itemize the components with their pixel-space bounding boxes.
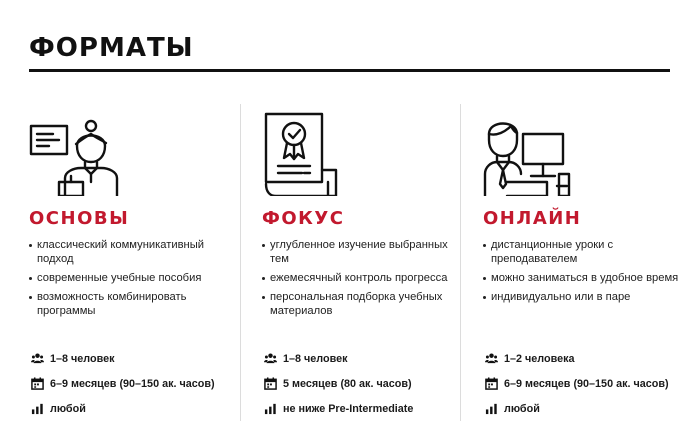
group-size: [264, 352, 348, 366]
level-bars-icon: [31, 402, 44, 415]
duration-text: 5 месяцев (80 ак. часов): [283, 378, 412, 390]
calendar-icon: [485, 377, 498, 390]
duration-text: 6–9 месяцев (90–150 ак. часов): [50, 378, 215, 390]
feature-list: [29, 238, 229, 323]
level-text: не ниже Pre-Intermediate: [283, 403, 414, 415]
duration: [31, 377, 215, 391]
duration-text: 6–9 месяцев (90–150 ак. часов): [504, 378, 669, 390]
feature-list: [262, 238, 462, 323]
level-text: любой: [504, 403, 540, 415]
feature-item: персональная подборка учебных материалов: [262, 290, 462, 318]
certificate-icon: [262, 112, 352, 196]
duration: [485, 377, 669, 391]
feature-item: возможность комбинировать программы: [29, 290, 229, 318]
level-bars-icon: [485, 402, 498, 415]
group-icon: [485, 352, 498, 365]
feature-item: индивидуально или в паре: [483, 290, 683, 304]
feature-item: современные учебные пособия: [29, 271, 229, 285]
feature-item: дистанционные уроки с преподавателем: [483, 238, 683, 266]
title-rule: [29, 69, 670, 72]
group-size: [31, 352, 115, 366]
format-title: ОСНОВЫ: [29, 208, 130, 229]
group-size-text: 1–8 человек: [50, 353, 115, 365]
duration: [264, 377, 412, 391]
feature-list: [483, 238, 683, 309]
group-icon: [31, 352, 44, 365]
feature-item: можно заниматься в удобное время: [483, 271, 683, 285]
group-size: [485, 352, 575, 366]
format-card-fokus: [262, 104, 467, 421]
page-title: ФОРМАТЫ: [29, 33, 194, 63]
feature-item: классический коммуникативный подход: [29, 238, 229, 266]
person-at-computer-icon: [483, 112, 573, 196]
calendar-icon: [264, 377, 277, 390]
format-card-online: [483, 104, 688, 421]
teacher-at-board-icon: [29, 112, 119, 196]
calendar-icon: [31, 377, 44, 390]
group-size-text: 1–2 человека: [504, 353, 575, 365]
group-icon: [264, 352, 277, 365]
format-title: ФОКУС: [262, 208, 345, 229]
format-card-osnovy: [29, 104, 234, 421]
level: [264, 402, 413, 416]
column-divider: [240, 104, 241, 421]
group-size-text: 1–8 человек: [283, 353, 348, 365]
level: [485, 402, 540, 416]
level: [31, 402, 86, 416]
feature-item: ежемесячный контроль прогресса: [262, 271, 462, 285]
feature-item: углубленное изучение выбранных тем: [262, 238, 462, 266]
format-title: ОНЛАЙН: [483, 208, 582, 229]
level-bars-icon: [264, 402, 277, 415]
level-text: любой: [50, 403, 86, 415]
